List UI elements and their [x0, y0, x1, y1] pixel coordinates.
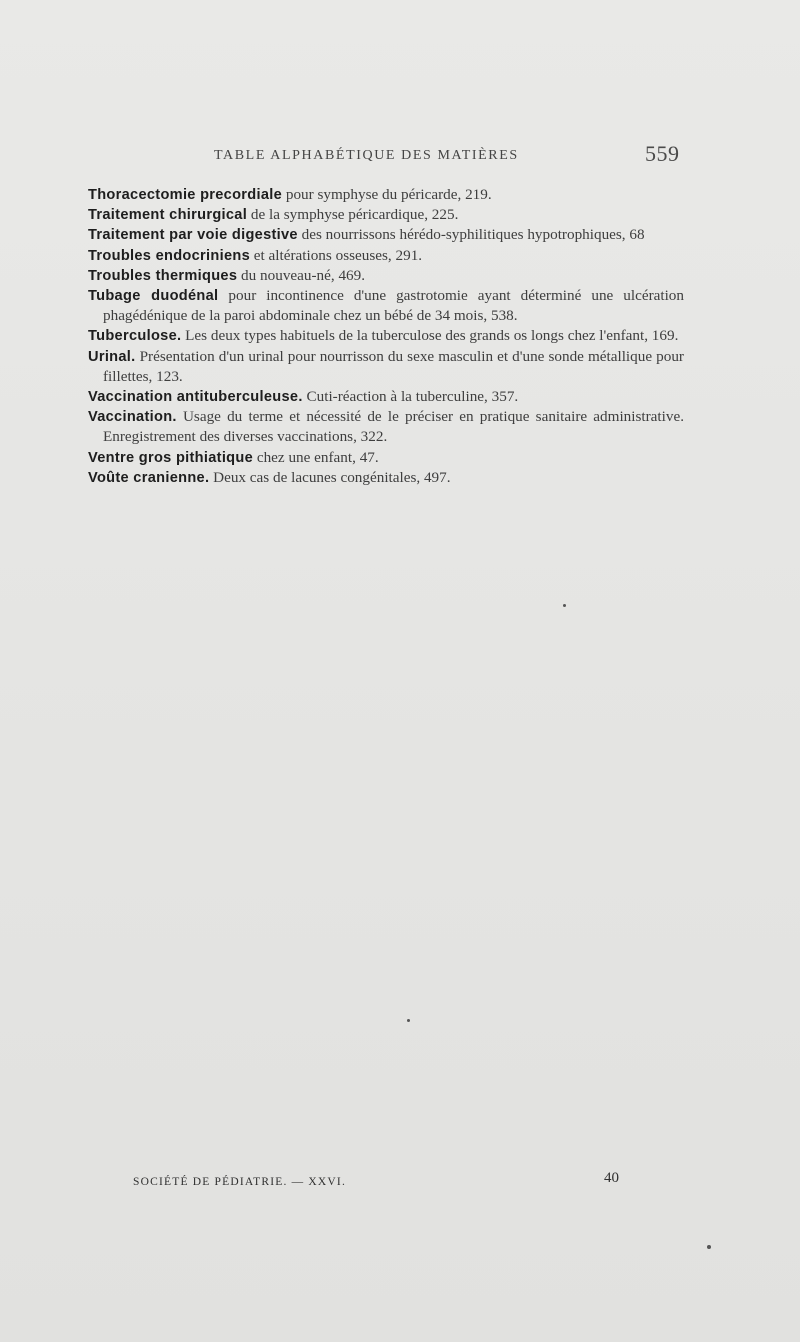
entry-text: pour symphyse du péricarde, 219.: [282, 186, 492, 203]
index-entry: [88, 448, 684, 468]
index-entry: [88, 246, 684, 266]
entry-text: Présentation d'un urinal pour nourrisson du sexe masculin et d'une sonde métallique pour fillettes, 123.: [103, 347, 684, 385]
index-entry: [88, 387, 684, 407]
running-header-title: TABLE ALPHABÉTIQUE DES MATIÈRES: [214, 148, 519, 163]
entry-text: et altérations osseuses, 291.: [250, 246, 423, 264]
index-entry: [88, 225, 684, 245]
index-entry: [88, 347, 684, 387]
index-entry: [88, 468, 684, 488]
entry-term: Tubage duodénal: [88, 288, 219, 305]
entry-text: Cuti-réaction à la tuberculine, 357.: [302, 388, 519, 406]
entry-term: Tuberculose.: [88, 328, 182, 345]
entry-text: pour incontinence d'une gastrotomie ayant déterminé une ulcération phagédénique de la paroi abdominale chez un bébé de 34 mois, 538.: [103, 287, 684, 325]
ink-speck: [407, 1019, 410, 1022]
ink-speck: [707, 1245, 711, 1249]
index-entry: [88, 286, 684, 326]
index-entry: [88, 185, 684, 205]
entry-term: Voûte cranienne.: [88, 469, 210, 486]
entry-term: Thoracectomie precordiale: [88, 187, 283, 203]
entry-text: de la symphyse péricardique, 225.: [247, 206, 459, 224]
entry-term: Troubles endocriniens: [88, 247, 250, 264]
entry-term: Traitement chirurgical: [88, 207, 248, 224]
index-entry: [88, 326, 684, 346]
entry-text: des nourrissons hérédo-syphilitiques hypotrophiques, 68: [297, 226, 645, 244]
entry-term: Ventre gros pithiatique: [88, 449, 254, 466]
ink-speck: [563, 604, 566, 607]
entry-term: Troubles thermiques: [88, 267, 238, 284]
index-entries: [88, 185, 684, 488]
entry-text: Les deux types habituels de la tuberculose des grands os longs chez l'enfant, 169.: [181, 327, 679, 345]
entry-term: Traitement par voie digestive: [88, 227, 298, 244]
index-entry: [88, 407, 684, 447]
index-entry: [88, 205, 684, 225]
entry-text: du nouveau-né, 469.: [237, 266, 366, 284]
index-entry: [88, 266, 684, 286]
entry-text: Usage du terme et nécessité de le préciser en pratique sanitaire administrative. Enregistrement des diverses vaccinations, 322.: [103, 408, 684, 446]
entry-term: Vaccination.: [88, 409, 177, 426]
page-number: 559: [645, 141, 680, 166]
entry-text: chez une enfant, 47.: [253, 448, 379, 466]
entry-text: Deux cas de lacunes congénitales, 497.: [209, 468, 451, 486]
entry-term: Urinal.: [88, 348, 136, 365]
footer-publication: SOCIÉTÉ DE PÉDIATRIE. — XXVI.: [133, 1176, 347, 1188]
entry-term: Vaccination antituberculeuse.: [88, 389, 303, 406]
footer-signature-number: 40: [604, 1170, 619, 1186]
